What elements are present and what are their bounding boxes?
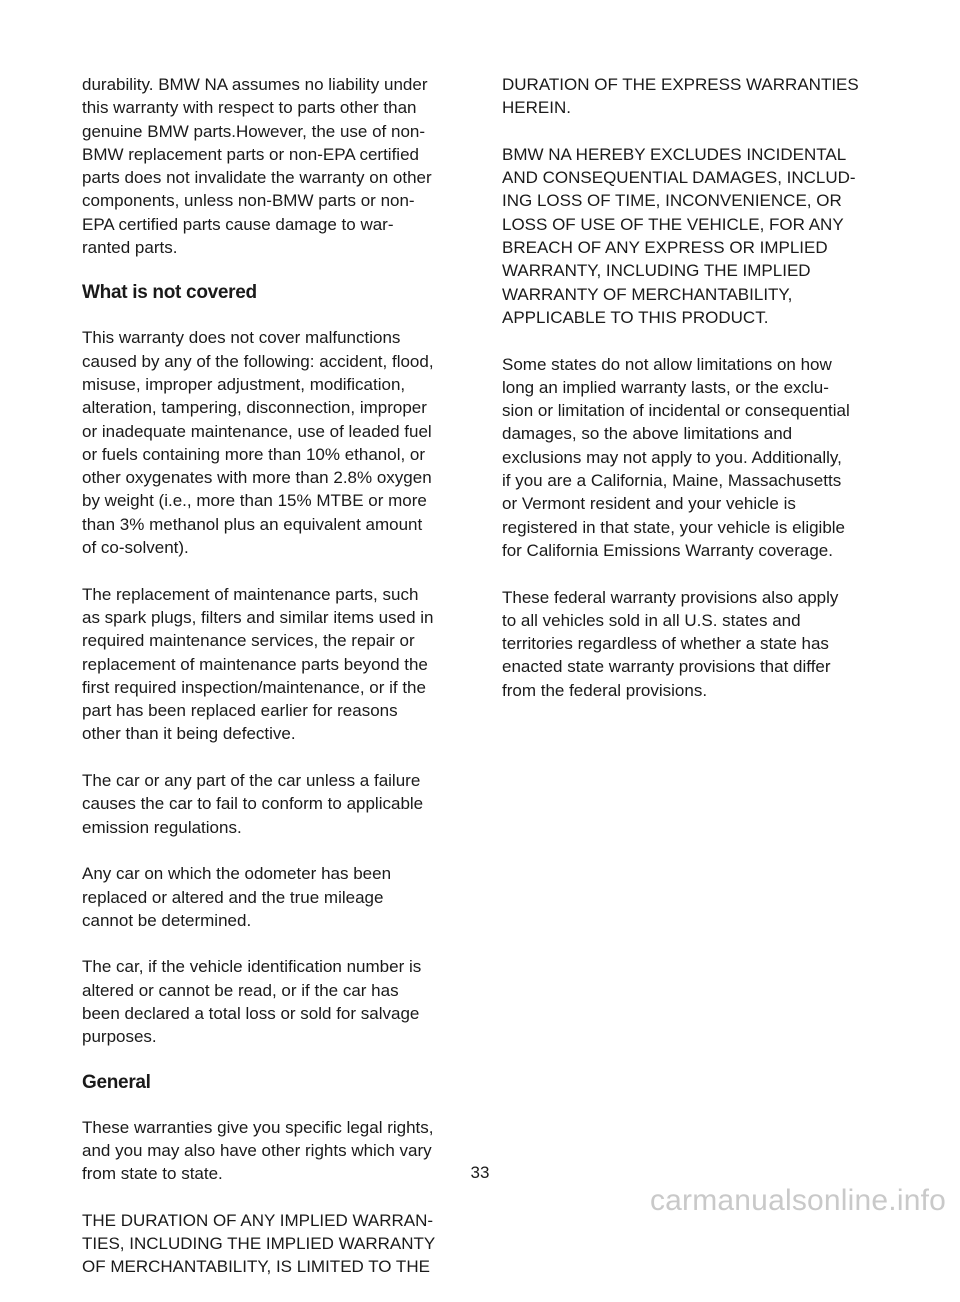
text-line: BREACH OF ANY EXPRESS OR IMPLIED	[502, 238, 828, 258]
text-line: genuine BMW parts.However, the use of non-	[82, 121, 426, 141]
text-line: to all vehicles sold in all U.S. states and	[502, 610, 801, 630]
text-line: BMW NA HEREBY EXCLUDES INCIDENTAL	[502, 144, 847, 164]
text-line: components, unless non-BMW parts or non-	[82, 191, 415, 211]
text-line: territories regardless of whether a state has	[502, 634, 829, 654]
text-line: by weight (i.e., more than 15% MTBE or more	[82, 491, 427, 511]
text-line: replaced or altered and the true mileage	[82, 887, 384, 907]
text-line: Any car on which the odometer has been	[82, 864, 392, 884]
text-line: caused by any of the following: accident, flood,	[82, 351, 434, 371]
text-line: other oxygenates with more than 2.8% oxygen	[82, 468, 432, 488]
text-line: for California Emissions Warranty coverage.	[502, 540, 833, 560]
text-line: cannot be determined.	[82, 910, 252, 930]
text-line: enacted state warranty provisions that differ	[502, 657, 831, 677]
text-line: or inadequate maintenance, use of leaded fuel	[82, 421, 432, 441]
text-line: exclusions may not apply to you. Additionally,	[502, 447, 842, 467]
text-line: than 3% methanol plus an equivalent amount	[82, 514, 423, 534]
text-line: Some states do not allow limitations on how	[502, 354, 832, 374]
text-line: damages, so the above limitations and	[502, 424, 793, 444]
text-line: The replacement of maintenance parts, such	[82, 584, 419, 604]
paragraph-duration-continued	[502, 73, 892, 120]
text-line: purposes.	[82, 1027, 157, 1047]
paragraph-vin	[82, 955, 472, 1048]
text-line: DURATION OF THE EXPRESS WARRANTIES	[502, 75, 859, 94]
paragraph-emission-failure	[82, 769, 472, 839]
text-line: alteration, tampering, disconnection, improper	[82, 398, 427, 418]
text-line: from state to state.	[82, 1164, 223, 1184]
paragraph-excludes-damages	[502, 143, 892, 329]
text-line: been declared a total loss or sold for salvage	[82, 1003, 420, 1023]
paragraph-parts-liability	[82, 73, 472, 259]
text-line: sion or limitation of incidental or consequential	[502, 401, 850, 421]
watermark: carmanualsonline.info	[649, 1184, 946, 1217]
text-line: OF MERCHANTABILITY, IS LIMITED TO THE	[82, 1257, 430, 1277]
paragraph-odometer	[82, 862, 472, 932]
text-line: emission regulations.	[82, 817, 242, 837]
text-line: misuse, improper adjustment, modification,	[82, 374, 406, 394]
left-column	[82, 73, 472, 1302]
right-column	[502, 73, 892, 725]
paragraph-state-limitations	[502, 353, 892, 563]
text-line: this warranty with respect to parts other than	[82, 98, 417, 118]
text-line: from the federal provisions.	[502, 680, 708, 700]
text-line: THE DURATION OF ANY IMPLIED WARRAN-	[82, 1210, 434, 1230]
text-line: of co-solvent).	[82, 538, 189, 558]
text-line: These federal warranty provisions also apply	[502, 587, 839, 607]
text-line: long an implied warranty lasts, or the exclu-	[502, 377, 829, 397]
text-line: if you are a California, Maine, Massachusetts	[502, 471, 842, 491]
page-number: 33	[470, 1163, 490, 1182]
text-line: parts does not invalidate the warranty on other	[82, 168, 432, 188]
paragraph-maintenance-parts	[82, 583, 472, 746]
text-line: AND CONSEQUENTIAL DAMAGES, INCLUD-	[502, 168, 856, 188]
text-line: These warranties give you specific legal rights,	[82, 1117, 434, 1137]
text-line: ranted parts.	[82, 238, 178, 258]
text-line: WARRANTY OF MERCHANTABILITY,	[502, 284, 793, 304]
text-line: HEREIN.	[502, 98, 571, 118]
text-line: TIES, INCLUDING THE IMPLIED WARRANTY	[82, 1234, 436, 1254]
paragraph-implied-warranty-duration	[82, 1209, 472, 1279]
text-line: required maintenance services, the repair or	[82, 631, 415, 651]
text-line: APPLICABLE TO THIS PRODUCT.	[502, 307, 769, 327]
text-line: or Vermont resident and your vehicle is	[502, 494, 796, 514]
text-line: EPA certified parts cause damage to war-	[82, 214, 394, 234]
text-line: part has been replaced earlier for reasons	[82, 701, 398, 721]
text-line: This warranty does not cover malfunctions	[82, 328, 401, 348]
text-line: ING LOSS OF TIME, INCONVENIENCE, OR	[502, 191, 842, 211]
text-line: first required inspection/maintenance, or if the	[82, 677, 426, 697]
text-line: replacement of maintenance parts beyond the	[82, 654, 428, 674]
text-line: altered or cannot be read, or if the car has	[82, 980, 399, 1000]
heading-what-is-not-covered: What is not covered	[82, 282, 257, 304]
paragraph-federal-provisions	[502, 586, 892, 702]
heading-general: General	[82, 1071, 151, 1093]
text-line: registered in that state, your vehicle is eligible	[502, 517, 846, 537]
text-line: LOSS OF USE OF THE VEHICLE, FOR ANY	[502, 214, 844, 234]
text-line: other than it being defective.	[82, 724, 296, 744]
text-line: BMW replacement parts or non-EPA certified	[82, 144, 419, 164]
text-line: WARRANTY, INCLUDING THE IMPLIED	[502, 261, 811, 281]
text-line: as spark plugs, filters and similar items used in	[82, 607, 434, 627]
paragraph-malfunctions	[82, 326, 472, 559]
text-line: causes the car to fail to conform to applicable	[82, 794, 424, 814]
text-line: or fuels containing more than 10% ethanol, or	[82, 444, 426, 464]
text-line: The car, if the vehicle identification number is	[82, 957, 422, 977]
text-line: The car or any part of the car unless a failure	[82, 771, 421, 791]
text-line: durability. BMW NA assumes no liability under	[82, 75, 428, 94]
text-line: and you may also have other rights which vary	[82, 1140, 432, 1160]
